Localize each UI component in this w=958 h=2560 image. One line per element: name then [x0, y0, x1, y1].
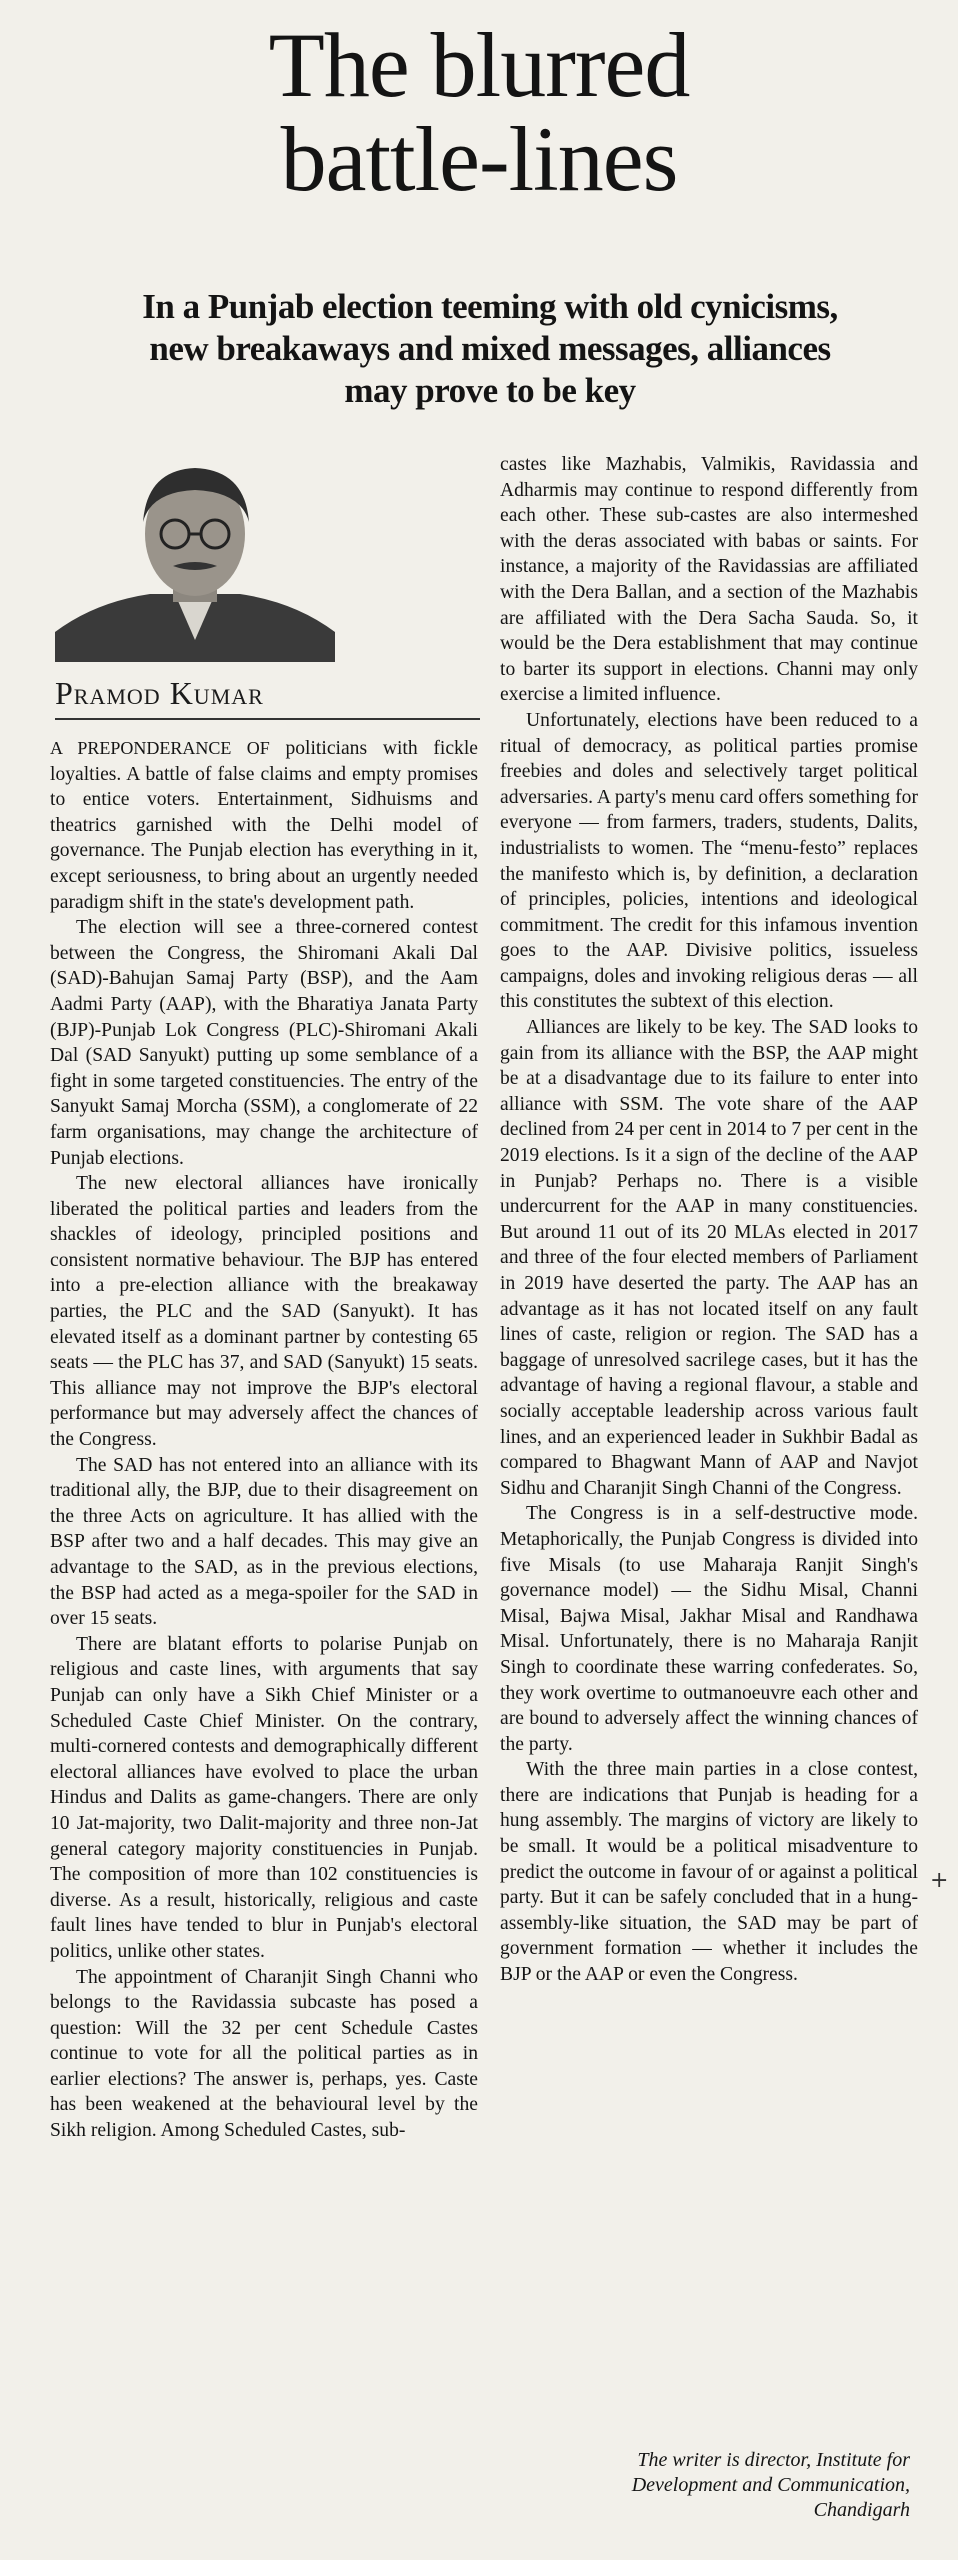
paragraph: The Congress is in a self-destructive mode. Metaphorically, the Punjab Congress is divided into five Misals (to use Maharaja Ranjit Singh's governance model) — the Sidhu Misal, Channi Misal, Bajwa Misal, Jakhar Misal and Randhawa Misal. Unfortunately, there is no Maharaja Ranjit Singh to coordinate these warring confederates. So, they work overtime to outmanoeuvre each other and are bound to adversely affect the winning chances of the party. [500, 1503, 918, 1755]
author-name: Pramod Kumar [55, 675, 264, 711]
lead-in: A PREPONDERANCE OF [50, 738, 270, 758]
right-column [500, 452, 918, 1988]
crop-mark-icon: + [930, 1868, 949, 1893]
author-bio-line: Chandigarh [813, 2499, 910, 2521]
subheadline: In a Punjab election teeming with old cynicisms, new breakaways and mixed messages, alliances may prove to be key [142, 287, 838, 410]
paragraph-text: politicians with fickle loyalties. A battle of false claims and empty promises to entice voters. Entertainment, Sidhuisms and theatrics garnished with the Delhi model of governance. The Punjab election has everything in it, except seriousness, to bring about an urgently needed paradigm shift in the state's development path. [50, 738, 478, 913]
paragraph: The election will see a three-cornered contest between the Congress, the Shiromani Akali Dal (SAD)-Bahujan Samaj Party (BSP), and the Aam Aadmi Party (AAP), with the Bharatiya Janata Party (BJP)-Punjab Lok Congress (PLC)-Shiromani Akali Dal (SAD Sanyukt) putting up some semblance of a fight in some targeted constituencies. The entry of the Sanyukt Samaj Morcha (SSM), a conglomerate of 22 farm organisations, may change the architecture of Punjab elections. [50, 917, 478, 1169]
paragraph: With the three main parties in a close contest, there are indications that Punjab is heading for a hung assembly. The margins of victory are likely to be small. It would be a political misadventure to predict the outcome in favour of or against a political party. But it can be safely concluded that in a hung-assembly-like situation, the SAD may be part of government formation — whether it includes the BJP or the AAP or even the Congress. [500, 1759, 918, 1986]
paragraph: Alliances are likely to be key. The SAD looks to gain from its alliance with the BSP, the AAP might be at a disadvantage due to its failure to enter into alliance with SSM. The vote share of the AAP declined from 24 per cent in 2014 to 7 per cent in the 2019 elections. Is it a sign of the decline of the AAP in Punjab? Perhaps no. There is a visible undercurrent for the AAP in many constituencies. But around 11 out of its 20 MLAs elected in 2017 and three of the four elected members of Parliament in 2019 have deserted the party. The AAP has an advantage as it has not located itself on any fault lines of caste, religion or region. The SAD has a baggage of unresolved sacrilege cases, but it has the advantage of having a regional flavour, a stable and socially acceptable leadership across various fault lines, and an experienced leader in Sukhbir Badal as compared to Bhagwant Mann of AAP and Navjot Sidhu and Charanjit Singh Channi of the Congress. [500, 1017, 918, 1499]
author-bio [560, 2448, 910, 2523]
author-divider [55, 718, 480, 720]
author-photo [55, 462, 335, 662]
paragraph: The SAD has not entered into an alliance with its traditional ally, the BJP, due to their disagreement on the three Acts on agriculture. It has allied with the BSP after two and a half decades. This may give an advantage to the SAD, as in the previous elections, the BSP had acted as a mega-spoiler for the SAD in over 15 seats. [50, 1454, 478, 1630]
paragraph: The new electoral alliances have ironically liberated the political parties and leaders from the shackles of ideology, principled positions and consistent normative behaviour. The BJP has entered into a pre-election alliance with the breakaway parties, the PLC and the SAD (Sanyukt). It has elevated itself as a dominant partner by contesting 65 seats — the PLC has 37, and SAD (Sanyukt) 15 seats. This alliance may not improve the BJP's electoral performance but may adversely affect the chances of the Congress. [50, 1173, 478, 1451]
paragraph: Unfortunately, elections have been reduced to a ritual of democracy, as political parties promise freebies and doles and selectively target political adversaries. A party's menu card offers something for everyone — from farmers, traders, students, Dalits, industrialists to women. The “menu-festo” replaces the manifesto which is, by definition, a declaration of principles, policies, intentions and ideological commitment. The credit for this infamous invention goes to the AAP. Divisive politics, issueless campaigns, doles and invoking religious deras — all this constitutes the subtext of this election. [500, 709, 918, 1013]
author-bio-line: Development and Communication, [631, 2474, 910, 2496]
author-bio-line: The writer is director, Institute for [637, 2449, 910, 2471]
headline-line-1: The blurred [268, 14, 690, 116]
paragraph: castes like Mazhabis, Valmikis, Ravidassia and Adharmis may continue to respond differently from each other. These sub-castes are also intermeshed with the deras associated with babas or saints. For instance, a majority of the Ravidassias are affiliated with the Dera Ballan, and a section of the Mazhabis are affiliated with the Dera Sacha Sauda. So, it would be the Dera establishment that may continue to barter its support in elections. Channi may only exercise a limited influence. [500, 454, 918, 706]
paragraph: There are blatant efforts to polarise Punjab on religious and caste lines, with arguments that say Punjab can only have a Sikh Chief Minister or a Scheduled Caste Chief Minister. On the contrary, multi-cornered contests and demographically different electoral alliances have evolved to place the urban Hindus and Dalits as game-changers. There are only 10 Jat-majority, two Dalit-majority and three non-Jat general category majority constituencies in Punjab. The composition of more than 102 constituencies is diverse. As a result, historically, religious and caste fault lines have tended to blur in Punjab's electoral politics, unlike other states. [50, 1633, 478, 1962]
headline [0, 14, 958, 210]
left-column [50, 736, 478, 2144]
paragraph [50, 736, 478, 915]
paragraph: The appointment of Charanjit Singh Channi who belongs to the Ravidassia subcaste has posed a question: Will the 32 per cent Schedule Castes continue to vote for all the political parties as in earlier elections? The answer is, perhaps, yes. Caste has been weakened at the behavioural level by the Sikh religion. Among Scheduled Castes, sub- [50, 1966, 478, 2142]
headline-line-2: battle-lines [280, 108, 678, 210]
